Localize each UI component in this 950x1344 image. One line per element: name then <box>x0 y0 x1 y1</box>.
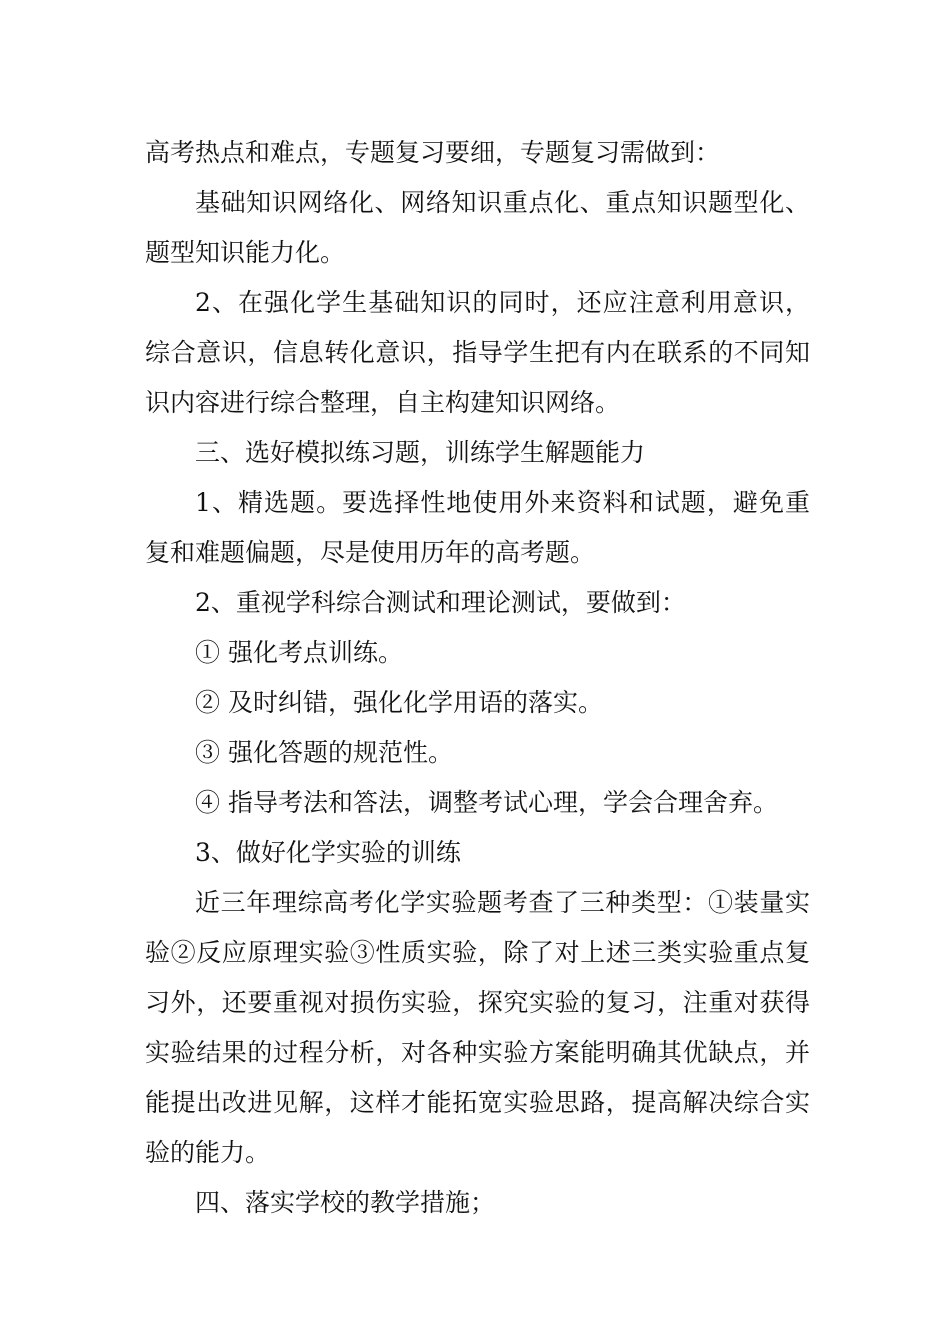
paragraph: 2、在强化学生基础知识的同时，还应注意利用意识，综合意识，信息转化意识，指导学生把有内在联系的不同知识内容进行综合整理，自主构建知识网络。 <box>145 288 810 417</box>
paragraph: 3、做好化学实验的训练 <box>195 838 461 867</box>
list-item: ③ 强化答题的规范性。 <box>195 738 453 767</box>
list-item: ① 强化考点训练。 <box>195 638 403 667</box>
paragraph: 近三年理综高考化学实验题考查了三种类型：①装量实验②反应原理实验③性质实验，除了对上述三类实验重点复习外，还要重视对损伤实验，探究实验的复习，注重对获得实验结果的过程分析，对各种实验方案能明确其优缺点，并能提出改进见解，这样才能拓宽实验思路，提高解决综合实验的能力。 <box>145 888 810 1167</box>
paragraph: 1、精选题。要选择性地使用外来资料和试题，避免重复和难题偏题，尽是使用历年的高考题。 <box>145 488 810 567</box>
paragraph: 2、重视学科综合测试和理论测试，要做到： <box>195 588 686 617</box>
document-body <box>145 128 810 1228</box>
section-heading: 三、选好模拟练习题，训练学生解题能力 <box>195 438 646 467</box>
list-item: ④ 指导考法和答法，调整考试心理，学会合理舍弃。 <box>195 788 778 817</box>
paragraph-continuation: 高考热点和难点，专题复习要细，专题复习需做到： <box>145 138 721 167</box>
list-item: ② 及时纠错，强化化学用语的落实。 <box>195 688 603 717</box>
section-heading: 四、落实学校的教学措施； <box>195 1188 496 1217</box>
paragraph: 基础知识网络化、网络知识重点化、重点知识题型化、题型知识能力化。 <box>145 188 810 267</box>
